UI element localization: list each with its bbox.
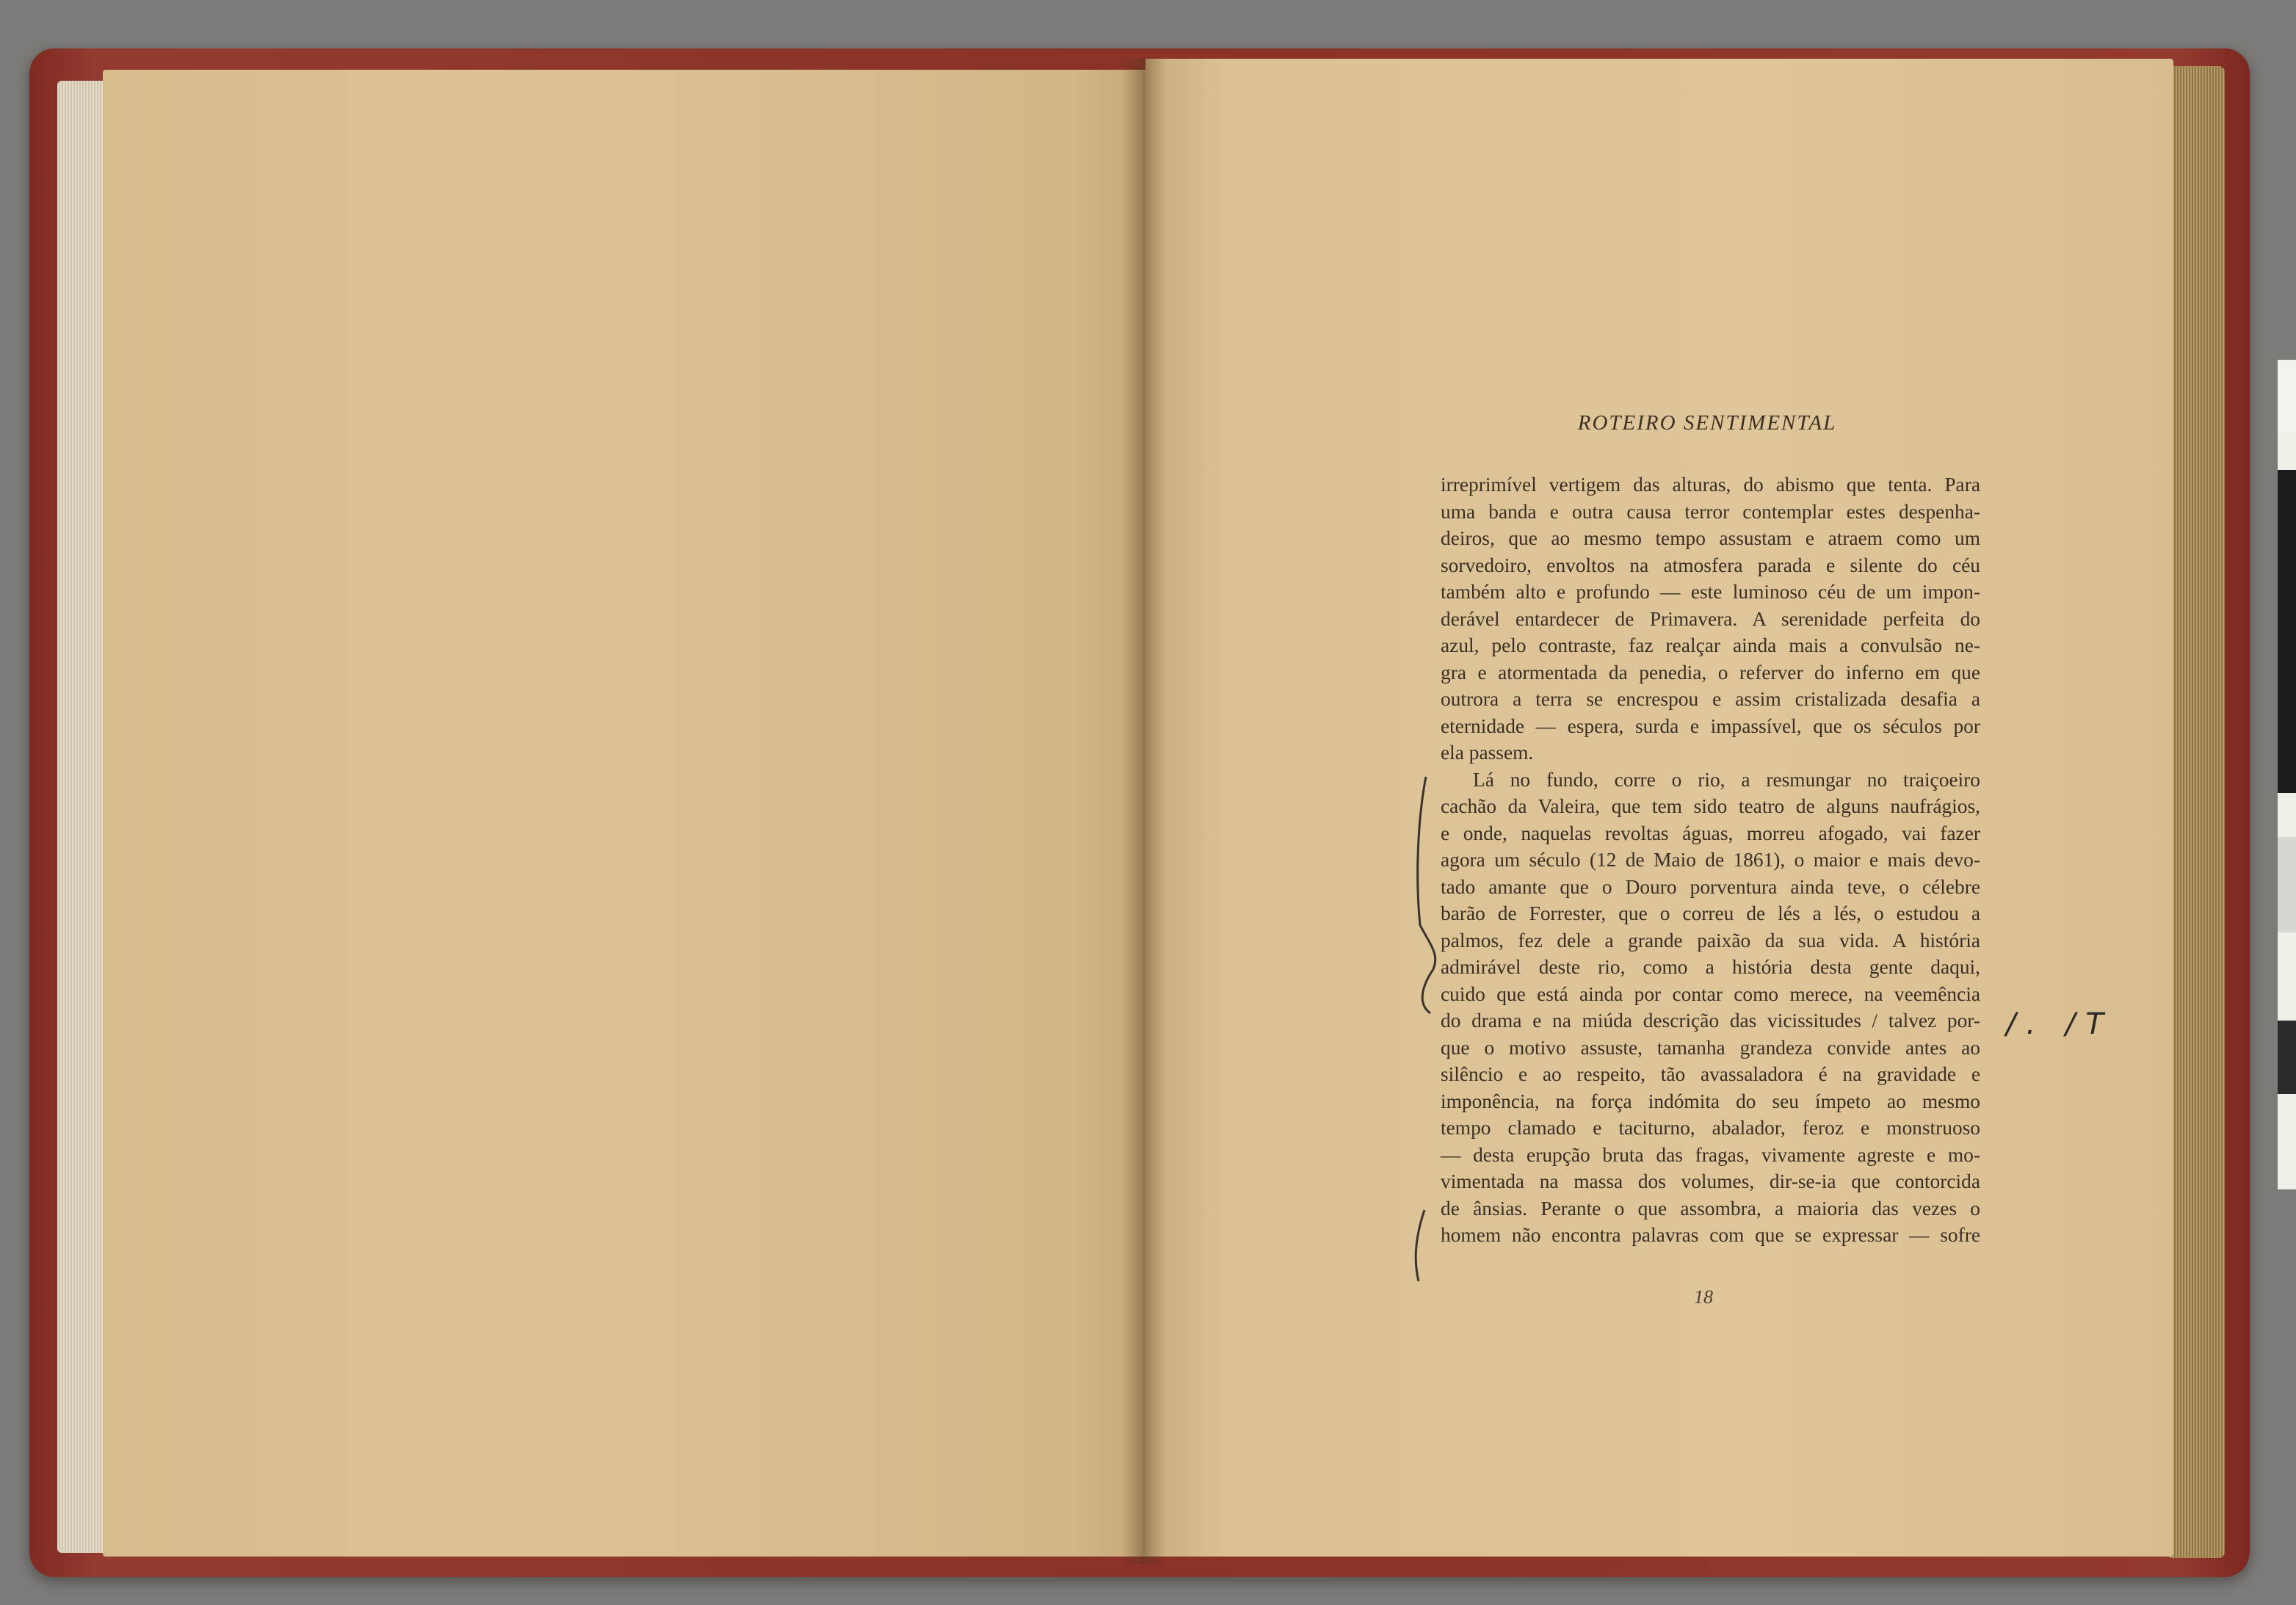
text-line: barão de Forrester, que o correu de lés a lés, o estudou a [1441,902,1980,924]
text-line: de ânsias. Perante o que assombra, a maioria das vezes o [1441,1197,1980,1220]
text-line: agora um século (12 de Maio de 1861), o maior e mais devo- [1441,849,1980,871]
text-line: — desta erupção bruta das fragas, vivamente agreste e mo- [1441,1143,1980,1166]
text-line: palmos, fez dele a grande paixão da sua vida. A história [1441,929,1980,952]
text-line: gra e atormentada da penedia, o referver do inferno em que [1441,661,1980,684]
page-number: 18 [1694,1286,1713,1308]
text-line: também alto e profundo — este luminoso céu de um impon- [1441,581,1980,603]
scale-ruler [2278,360,2296,1189]
text-line: sorvedoiro, envoltos na atmosfera parada e silente do céu [1441,554,1980,576]
text-line: Lá no fundo, corre o rio, a resmungar no traiçoeiro [1473,768,1980,791]
text-line: deiros, que ao mesmo tempo assustam e atraem como um [1441,527,1980,549]
text-line: azul, pelo contraste, faz realçar ainda mais a convulsão ne- [1441,634,1980,656]
running-head: ROTEIRO SENTIMENTAL [1577,411,1837,435]
text-line: homem não encontra palavras com que se expressar — sofre [1441,1224,1980,1246]
text-line: irreprimível vertigem das alturas, do abismo que tenta. Para [1441,474,1980,496]
text-line: vimentada na massa dos volumes, dir-se-ia que contorcida [1441,1170,1980,1192]
text-line: tado amante que o Douro porventura ainda teve, o célebre [1441,875,1980,898]
text-line: do drama e na miúda descrição das vicissitudes / talvez por- [1441,1010,1980,1032]
text-line: cuido que está ainda por contar como merece, na veemência [1441,982,1980,1005]
left-page-blank [103,70,1160,1557]
book-gutter [1122,59,1166,1564]
text-line: que o motivo assuste, tamanha grandeza convide antes ao [1441,1036,1980,1059]
text-line: derável entardecer de Primavera. A serenidade perfeita do [1441,607,1980,630]
right-page-edges [2170,66,2225,1558]
text-line: imponência, na força indómita do seu ímpeto ao mesmo [1441,1090,1980,1112]
text-line: cachão da Valeira, que tem sido teatro de alguns naufrágios, [1441,795,1980,817]
text-line: tempo clamado e taciturno, abalador, feroz e monstruoso [1441,1117,1980,1139]
text-line: silêncio e ao respeito, tão avassaladora é na gravidade e [1441,1063,1980,1085]
text-line: eternidade — espera, surda e impassível, que os séculos por [1441,714,1980,737]
handwritten-marginal-note: /. /T [2006,1007,2114,1041]
text-line: e onde, naquelas revoltas águas, morreu afogado, vai fazer [1441,822,1980,844]
page-body-text [1441,471,1980,1249]
text-line: admirável deste rio, como a história desta gente daqui, [1441,956,1980,978]
text-line: outrora a terra se encrespou e assim cristalizada desafia a [1441,688,1980,710]
text-line: ela passem. [1441,742,1534,764]
text-line: uma banda e outra causa terror contemplar estes despenha- [1441,500,1980,523]
